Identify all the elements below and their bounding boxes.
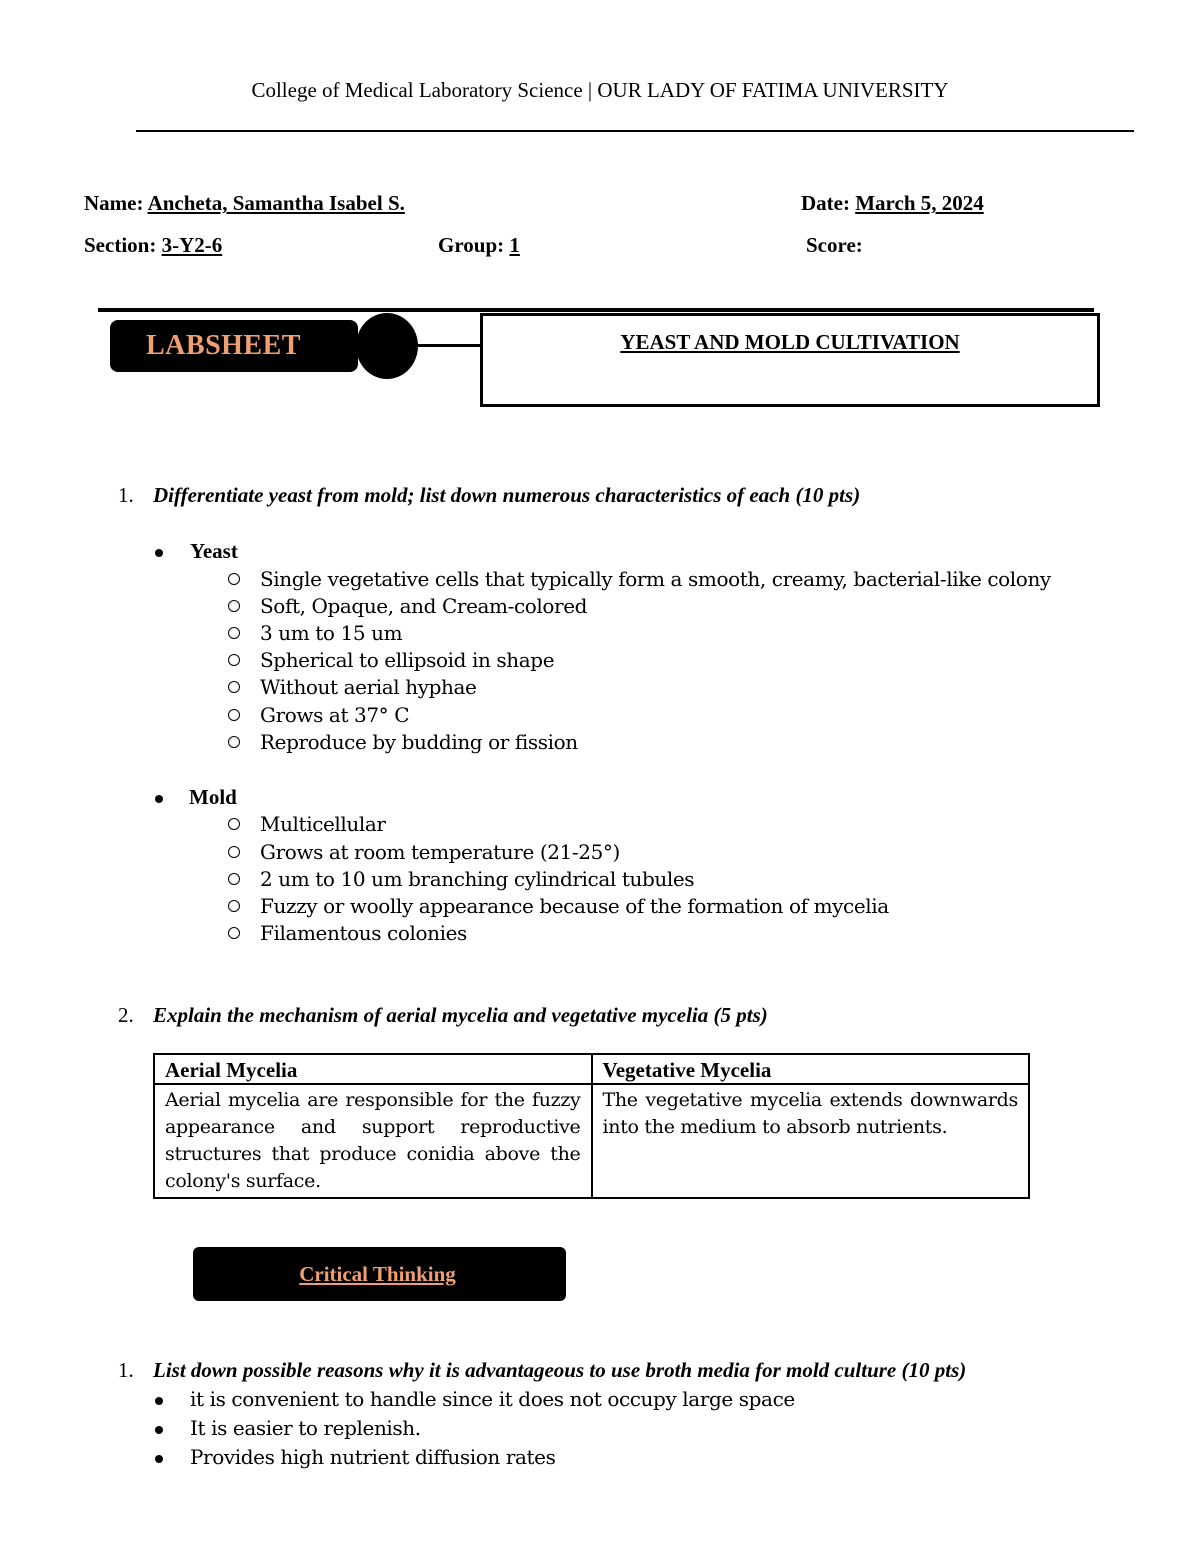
table-row (154, 1084, 1029, 1198)
score-field (806, 233, 863, 258)
date-field (801, 191, 984, 216)
ct-q1-text: List down possible reasons why it is advantageous to use broth media for mold culture (10 pts) (153, 1358, 967, 1382)
circle-bullet-icon (228, 927, 240, 939)
circle-bullet-icon (228, 709, 240, 721)
section-field (84, 233, 222, 258)
mold-item: Fuzzy or woolly appearance because of the formation of mycelia (260, 894, 889, 918)
critical-thinking-badge: Critical Thinking (193, 1247, 566, 1301)
circle-bullet-icon (228, 654, 240, 666)
labsheet-badge: LABSHEET (110, 320, 358, 372)
banner-circle (356, 313, 418, 379)
group-field (438, 233, 520, 258)
bullet-icon (155, 1455, 163, 1463)
mycelia-table (153, 1053, 1030, 1199)
circle-bullet-icon (228, 627, 240, 639)
circle-bullet-icon (228, 846, 240, 858)
table-header-row (154, 1054, 1029, 1084)
yeast-item: Soft, Opaque, and Cream-colored (260, 594, 587, 618)
bullet-icon (155, 795, 163, 803)
lab-title: YEAST AND MOLD CULTIVATION (620, 330, 960, 354)
yeast-item: 3 um to 15 um (260, 621, 402, 645)
score-label: Score: (806, 233, 863, 257)
yeast-label: Yeast (190, 539, 238, 563)
circle-bullet-icon (228, 818, 240, 830)
table-header-vegetative: Vegetative Mycelia (592, 1054, 1030, 1084)
section-value: 3-Y2-6 (161, 233, 223, 257)
circle-bullet-icon (228, 600, 240, 612)
q2-text: Explain the mechanism of aerial mycelia and vegetative mycelia (5 pts) (153, 1003, 768, 1027)
group-value: 1 (509, 233, 520, 257)
circle-bullet-icon (228, 900, 240, 912)
name-field (84, 191, 405, 216)
date-value: March 5, 2024 (855, 191, 984, 215)
mold-item: Filamentous colonies (260, 921, 467, 945)
section-label: Section: (84, 233, 157, 257)
yeast-item: Grows at 37° C (260, 703, 409, 727)
mold-item: Multicellular (260, 812, 386, 836)
header-divider (136, 130, 1134, 132)
yeast-item: Spherical to ellipsoid in shape (260, 648, 554, 672)
q2-number: 2. (118, 1003, 134, 1027)
vegetative-cell: The vegetative mycelia extends downwards into the medium to absorb nutrients. (592, 1084, 1030, 1198)
mold-label: Mold (189, 785, 237, 809)
table-header-aerial: Aerial Mycelia (154, 1054, 592, 1084)
circle-bullet-icon (228, 681, 240, 693)
name-value: Ancheta, Samantha Isabel S. (147, 191, 405, 215)
ct-q1-number: 1. (118, 1358, 134, 1382)
title-box (480, 313, 1100, 407)
bullet-icon (155, 1397, 163, 1405)
mold-item: Grows at room temperature (21-25°) (260, 840, 620, 864)
circle-bullet-icon (228, 736, 240, 748)
circle-bullet-icon (228, 873, 240, 885)
page-header: College of Medical Laboratory Science | OUR LADY OF FATIMA UNIVERSITY (251, 78, 949, 102)
aerial-cell: Aerial mycelia are responsible for the fuzzy appearance and support reproductive structures that produce conidia above the colony's surface. (154, 1084, 592, 1198)
name-label: Name: (84, 191, 144, 215)
date-label: Date: (801, 191, 850, 215)
circle-bullet-icon (228, 573, 240, 585)
yeast-item: Without aerial hyphae (260, 675, 476, 699)
bullet-icon (155, 1426, 163, 1434)
mold-item: 2 um to 10 um branching cylindrical tubules (260, 867, 694, 891)
bullet-icon (155, 549, 163, 557)
banner-connector (416, 344, 482, 347)
banner-rule (98, 308, 1094, 312)
q1-number: 1. (118, 483, 134, 507)
q1-text: Differentiate yeast from mold; list down numerous characteristics of each (10 pts) (153, 483, 861, 507)
yeast-item: Reproduce by budding or fission (260, 730, 578, 754)
yeast-item: Single vegetative cells that typically form a smooth, creamy, bacterial-like colony (260, 567, 1051, 591)
group-label: Group: (438, 233, 505, 257)
